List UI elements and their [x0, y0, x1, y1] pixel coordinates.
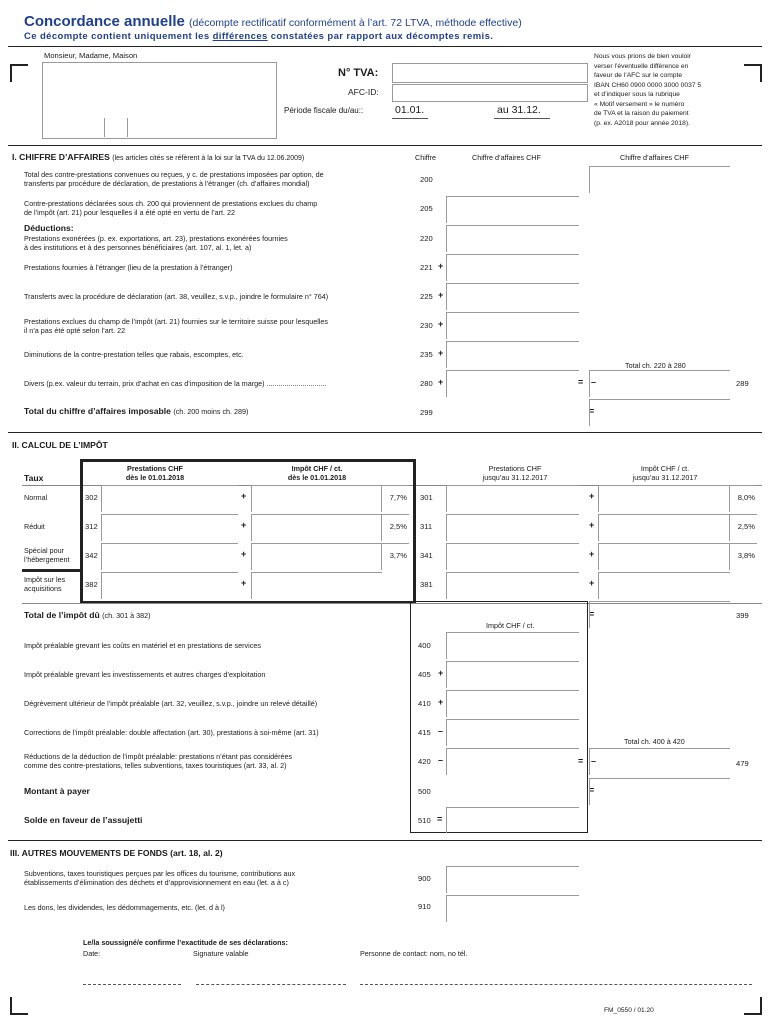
field-225[interactable]: [446, 283, 579, 310]
code-479: 479: [736, 759, 749, 768]
field-302[interactable]: [101, 485, 238, 512]
field-289[interactable]: [589, 370, 730, 397]
code-225: 225: [420, 292, 433, 301]
section-1-note: (les articles cités se réfèrent à la loi sur la TVA du 12.06.2009): [112, 155, 305, 162]
code-400: 400: [418, 641, 431, 650]
rate-acq-line-1: Impôt sur les: [24, 575, 66, 584]
period-to: au 31.12.: [497, 104, 541, 116]
address-field[interactable]: [42, 62, 277, 139]
row-220-line-2: à des institutions et à des personnes bénéficiaires (art. 107, al. 1, let. a): [24, 243, 252, 252]
section-1-title-text: I. CHIFFRE D’AFFAIRES: [12, 152, 110, 162]
notice-line: faveur de l’AFC sur le compte: [594, 72, 683, 79]
deductions-label: Déductions:: [24, 223, 74, 233]
row-900-label: [24, 869, 295, 887]
form-subtitle: [24, 31, 493, 42]
field-405[interactable]: [446, 661, 579, 688]
code-910: 910: [418, 902, 431, 911]
total-tax-text: Total de l’impôt dû: [24, 610, 100, 620]
address-subfield: [104, 118, 127, 137]
total-ca-label: [24, 406, 248, 417]
code-311: 311: [420, 522, 433, 531]
field-342-impot[interactable]: [251, 543, 382, 570]
code-230: 230: [420, 321, 433, 330]
field-341[interactable]: [446, 543, 579, 570]
code-405: 405: [418, 670, 431, 679]
rate-25: 2,5%: [389, 522, 407, 531]
signature-label: Signature valable: [193, 949, 249, 958]
solde-label: Solde en faveur de l’assujetti: [24, 815, 143, 825]
section-1-rule: [8, 145, 762, 146]
plus-sign: +: [589, 520, 595, 530]
section-2-title: II. CALCUL DE L’IMPÔT: [12, 440, 108, 450]
field-342[interactable]: [101, 543, 238, 570]
field-400[interactable]: [446, 632, 579, 659]
row-420-label: [24, 752, 292, 770]
rate-box: [729, 485, 757, 512]
code-510: 510: [418, 816, 431, 825]
afc-label: AFC-ID:: [348, 87, 379, 97]
total-220-280-label: Total ch. 220 à 280: [625, 361, 686, 370]
row-420-line-1: Réductions de la déduction de l’impôt préalable: prestations n’étant pas considérées: [24, 752, 293, 761]
minus-sign: –: [591, 756, 597, 766]
col-header-line: Prestations CHF: [488, 464, 542, 473]
taux-label: Taux: [24, 473, 44, 483]
plus-sign: +: [241, 549, 247, 559]
field-910[interactable]: [446, 895, 579, 922]
code-341: 341: [420, 551, 433, 560]
contact-field[interactable]: [360, 984, 752, 985]
code-381: 381: [420, 580, 433, 589]
notice-line: de TVA et la raison du paiement: [594, 110, 689, 117]
code-299: 299: [420, 408, 433, 417]
total-tax-label: [24, 610, 151, 621]
row-415-label: Corrections de l’impôt préalable: double affectation (art. 30), prestations à soi-même (art. 31): [24, 728, 319, 737]
field-312[interactable]: [101, 514, 238, 541]
field-280[interactable]: [446, 370, 579, 397]
row-230-label: [24, 317, 328, 335]
period-label: Période fiscale du/au::: [284, 106, 364, 115]
rate-acquisitions: [24, 575, 65, 593]
address-subfield-divider: [127, 118, 129, 137]
rate-38: 3,8%: [737, 551, 755, 560]
code-205: 205: [420, 204, 433, 213]
field-220[interactable]: [446, 225, 579, 252]
row-405-label: Impôt préalable grevant les investissements et autres charges d’exploitation: [24, 670, 266, 679]
row-220-line-1: Prestations exonérées (p. ex. exportations, art. 23), prestations exonérées fournies: [24, 234, 288, 243]
field-302-impot[interactable]: [251, 485, 382, 512]
form-title-note: (décompte rectificatif conformément à l’art. 72 LTVA, méthode effective): [189, 17, 522, 29]
field-382-impot[interactable]: [251, 572, 382, 599]
minus-sign: –: [438, 726, 444, 736]
montant-label: Montant à payer: [24, 786, 90, 796]
plus-sign: +: [438, 697, 444, 707]
corner-br: [744, 997, 762, 1015]
total-ca-text: Total du chiffre d’affaires imposable: [24, 406, 171, 416]
code-280: 280: [420, 379, 433, 388]
row-900-line-1: Subventions, taxes touristiques perçues par les offices du tourisme, contributions aux: [24, 869, 296, 878]
rate-box: [729, 543, 757, 570]
section-3-title: III. AUTRES MOUVEMENTS DE FONDS (art. 18, al. 2): [10, 848, 223, 858]
field-312-impot[interactable]: [251, 514, 382, 541]
notice-line: Nous vous prions de bien vouloir: [594, 53, 692, 60]
rate-25b: 2,5%: [737, 522, 755, 531]
field-415[interactable]: [446, 719, 579, 746]
period-from-line: [392, 118, 428, 119]
special-rate-underline: [22, 569, 83, 572]
col-ca-2: Chiffre d’affaires CHF: [620, 153, 689, 162]
field-500[interactable]: [589, 778, 730, 805]
rate-box: [381, 485, 409, 512]
code-382: 382: [85, 580, 98, 589]
minus-sign: –: [591, 377, 597, 387]
total-tax-note: (ch. 301 à 382): [102, 611, 151, 620]
form-code: FM_0550 / 01.20: [604, 1007, 654, 1014]
row-420-line-2: comme des contre-prestations, telles subventions, taxes touristiques (art. 33, al. 2): [24, 761, 287, 770]
plus-sign: +: [241, 578, 247, 588]
notice-line: (p. ex. A2018 pour année 2018).: [594, 119, 690, 127]
equals-sign: =: [437, 814, 443, 824]
code-221: 221: [420, 263, 433, 272]
col-header-line: dès le 01.01.2018: [125, 473, 185, 482]
equals-sign: =: [589, 609, 595, 619]
confirm-statement: Le/la soussigné/e confirme l’exactitude de ses déclarations:: [83, 938, 288, 947]
row-205-label: [24, 199, 317, 217]
col-header-line: jusqu’au 31.12.2017: [482, 473, 548, 482]
subtitle-part-1: Ce décompte contient uniquement les: [24, 31, 213, 42]
col-impot-2017: [605, 464, 725, 482]
period-from: 01.01.: [395, 104, 425, 116]
date-field[interactable]: [83, 984, 181, 985]
row-410-label: Dégrèvement ultérieur de l’impôt préalable (art. 32, veuillez, s.v.p., joindre un relevé détaillé): [24, 699, 318, 708]
plus-sign: +: [438, 668, 444, 678]
row-900-line-2: établissements d’élimination des déchets et d’approvisionnement en eau (let. a à c): [24, 878, 289, 887]
field-382[interactable]: [101, 572, 238, 599]
contact-label: Personne de contact: nom, no tél.: [360, 949, 468, 958]
code-200: 200: [420, 175, 433, 184]
field-311-impot[interactable]: [598, 514, 730, 541]
salutation: Monsieur, Madame, Maison: [44, 51, 138, 60]
form-title-text: Concordance annuelle: [24, 13, 185, 30]
row-230-line-2: il n’a pas été opté selon l’art. 22: [24, 326, 126, 335]
notice-line: « Motif versement » le numéro: [594, 100, 685, 108]
row-400-label: Impôt préalable grevant les coûts en matériel et en prestations de services: [24, 641, 261, 650]
code-399: 399: [736, 611, 749, 620]
plus-sign: +: [589, 549, 595, 559]
field-235[interactable]: [446, 341, 579, 368]
col-header-line: jusqu’au 31.12.2017: [632, 473, 698, 482]
code-342: 342: [85, 551, 98, 560]
col-header-line: Prestations CHF: [127, 464, 183, 473]
col-prestations-2017: [455, 464, 575, 482]
field-230[interactable]: [446, 312, 579, 339]
row-200-line-2: transferts par procédure de déclaration, de prestations à l’étranger (ch. d’affaires mondial): [24, 179, 310, 188]
code-500: 500: [418, 787, 431, 796]
row-200-line-1: Total des contre-prestations convenues ou reçues, y c. de prestations imposées par option, de: [24, 170, 324, 179]
rate-special-line-2: l’hébergement: [24, 555, 70, 564]
plus-sign: +: [438, 377, 444, 387]
tva-label: N° TVA:: [338, 67, 379, 79]
notice-line: et d’indiquer sous la rubrique: [594, 91, 680, 98]
section-2-rule: [8, 432, 762, 433]
afc-field[interactable]: [392, 84, 588, 102]
code-900: 900: [418, 874, 431, 883]
corner-bl: [10, 997, 28, 1015]
code-410: 410: [418, 699, 431, 708]
equals-sign: =: [589, 406, 595, 416]
rate-box: [381, 514, 409, 541]
code-235: 235: [420, 350, 433, 359]
row-220-label: [24, 234, 288, 252]
field-381-impot[interactable]: [598, 572, 730, 599]
code-301: 301: [420, 493, 433, 502]
section-1-title: [12, 152, 304, 162]
row-205-line-1: Contre-prestations déclarées sous ch. 200 qui proviennent de prestations exclues du champ: [24, 199, 318, 208]
row-200-label: [24, 170, 324, 188]
field-301[interactable]: [446, 485, 579, 512]
plus-sign: +: [438, 319, 444, 329]
row-225-label: Transferts avec la procédure de déclaration (art. 38, veuillez, s.v.p., joindre le formulaire n° 764): [24, 292, 329, 301]
rate-reduit: Réduit: [24, 522, 45, 531]
code-302: 302: [85, 493, 98, 502]
col-chiffre: Chiffre: [415, 153, 437, 162]
header-rule: [8, 46, 762, 47]
equals-sign: =: [578, 756, 584, 766]
row-235-label: Diminutions de la contre-prestation telles que rabais, escomptes, etc.: [24, 350, 244, 359]
tva-field[interactable]: [392, 63, 588, 83]
form-title: [24, 13, 522, 30]
section-3-rule: [8, 840, 762, 841]
total-400-420-label: Total ch. 400 à 420: [624, 737, 685, 746]
field-341-impot[interactable]: [598, 543, 730, 570]
plus-sign: +: [438, 261, 444, 271]
field-381[interactable]: [446, 572, 579, 599]
plus-sign: +: [589, 491, 595, 501]
row-221-label: Prestations fournies à l’étranger (lieu de la prestation à l’étranger): [24, 263, 233, 272]
row-280-label: Divers (p.ex. valeur du terrain, prix d’achat en cas d’imposition de la marge) ..............................: [24, 379, 327, 388]
field-200[interactable]: [589, 166, 730, 193]
field-410[interactable]: [446, 690, 579, 717]
rate-77: 7,7%: [389, 493, 407, 502]
period-to-line: [494, 118, 550, 119]
rate-special: [24, 546, 70, 564]
plus-sign: +: [241, 491, 247, 501]
col-header-line: Impôt CHF / ct.: [640, 464, 690, 473]
subtitle-part-2: constatées par rapport aux décomptes remis.: [267, 31, 494, 42]
signature-field[interactable]: [196, 984, 346, 985]
subtitle-underlined: différences: [212, 31, 268, 42]
field-311[interactable]: [446, 514, 579, 541]
notice-line: IBAN CH60 0900 0000 3000 0037 5: [594, 81, 702, 89]
field-205[interactable]: [446, 196, 579, 223]
total-ca-note: (ch. 200 moins ch. 289): [173, 407, 249, 416]
code-312: 312: [85, 522, 98, 531]
row-205-line-2: de l’impôt (art. 21) pour lesquelles il a été opté en vertu de l’art. 22: [24, 208, 235, 217]
rate-37: 3,7%: [389, 551, 407, 560]
field-420[interactable]: [446, 748, 579, 775]
col-header-line: Impôt CHF / ct.: [291, 464, 343, 473]
plus-sign: +: [438, 348, 444, 358]
code-289: 289: [736, 379, 749, 388]
col-impot-chf: Impôt CHF / ct.: [486, 621, 535, 630]
rate-normal: Normal: [24, 493, 48, 502]
field-301-impot[interactable]: [598, 485, 730, 512]
row-230-line-1: Prestations exclues du champ de l’impôt (art. 21) fournies sur le territoire suisse pour lesquelles: [24, 317, 329, 326]
field-510[interactable]: [446, 807, 579, 833]
field-479[interactable]: [589, 748, 730, 775]
col-header-line: dès le 01.01.2018: [287, 473, 347, 482]
minus-sign: –: [438, 755, 444, 765]
window-corner-tl: [10, 64, 28, 82]
rate-box: [729, 514, 757, 541]
window-corner-tr: [744, 64, 762, 82]
field-900[interactable]: [446, 866, 579, 893]
plus-sign: +: [589, 578, 595, 588]
code-220: 220: [420, 234, 433, 243]
col-ca-1: Chiffre d’affaires CHF: [472, 153, 541, 162]
field-299[interactable]: [589, 399, 730, 426]
rate-special-line-1: Spécial pour: [24, 546, 64, 555]
code-415: 415: [418, 728, 431, 737]
field-399[interactable]: [589, 601, 730, 628]
field-221[interactable]: [446, 254, 579, 281]
rate-box: [381, 543, 409, 570]
plus-sign: +: [438, 290, 444, 300]
rate-acq-line-2: acquisitions: [24, 584, 62, 593]
equals-sign: =: [589, 785, 595, 795]
row-910-label: Les dons, les dividendes, les dédommagements, etc. (let. d à l): [24, 903, 225, 912]
rate-80: 8,0%: [737, 493, 755, 502]
notice-line: verser l’éventuelle différence en: [594, 62, 689, 70]
equals-sign: =: [578, 377, 584, 387]
code-420: 420: [418, 757, 431, 766]
date-label: Date:: [83, 949, 101, 958]
plus-sign: +: [241, 520, 247, 530]
payment-notice: [594, 52, 701, 128]
